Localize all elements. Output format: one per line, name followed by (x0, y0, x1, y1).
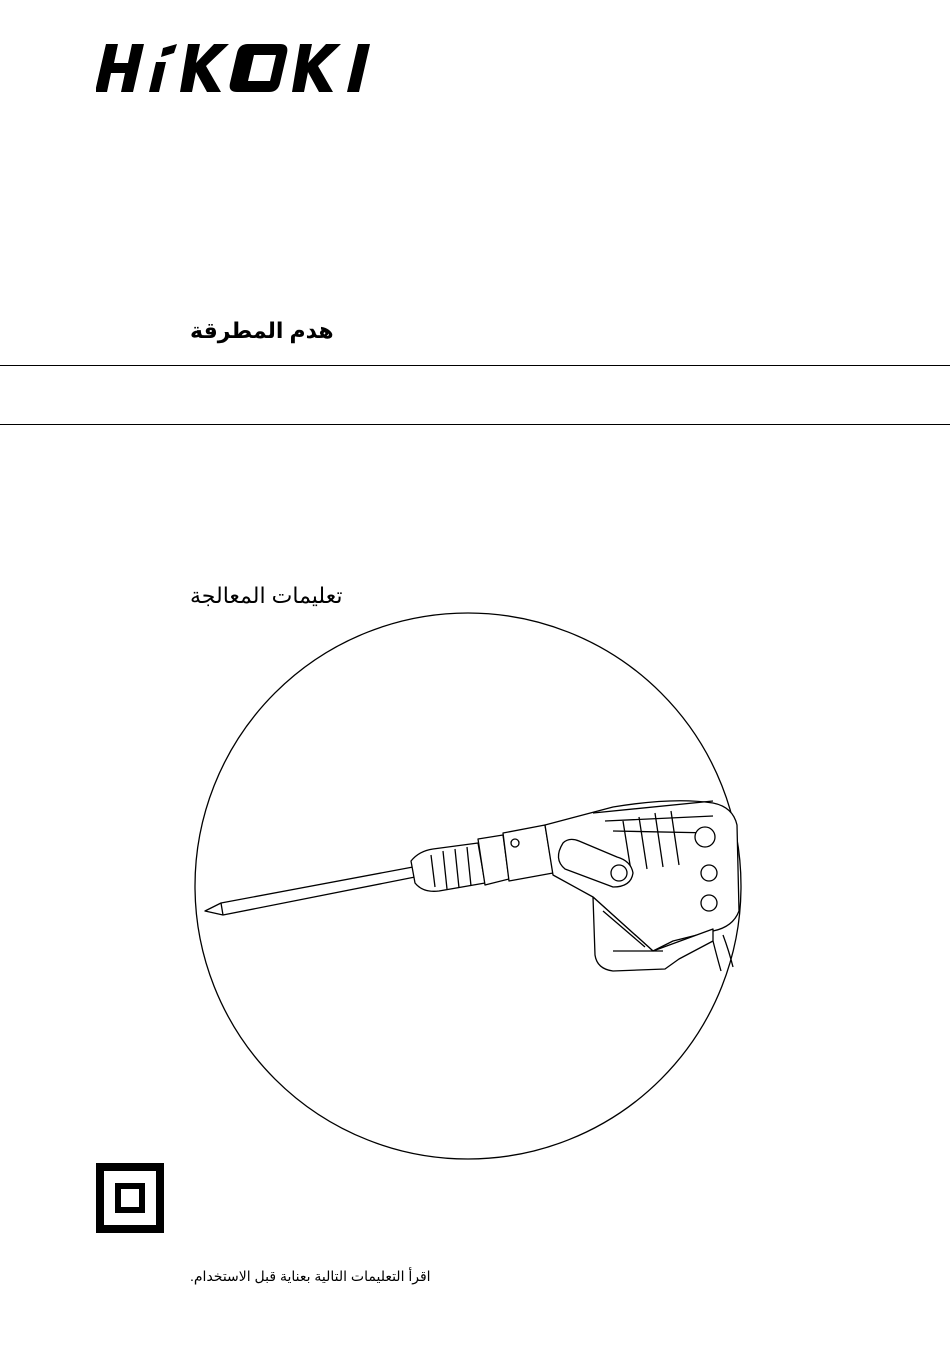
product-title: هدم المطرقة (190, 318, 334, 343)
hikoki-logo (96, 40, 408, 96)
double-insulation-icon (96, 1163, 164, 1233)
demolition-hammer-icon (205, 801, 739, 971)
divider-bottom (0, 424, 950, 425)
safety-notice: اقرأ التعليمات التالية بعناية قبل الاستخدام. (190, 1268, 431, 1284)
document-title: تعليمات المعالجة (190, 583, 343, 608)
demolition-hammer-illustration (193, 611, 743, 1161)
divider-top (0, 365, 950, 366)
